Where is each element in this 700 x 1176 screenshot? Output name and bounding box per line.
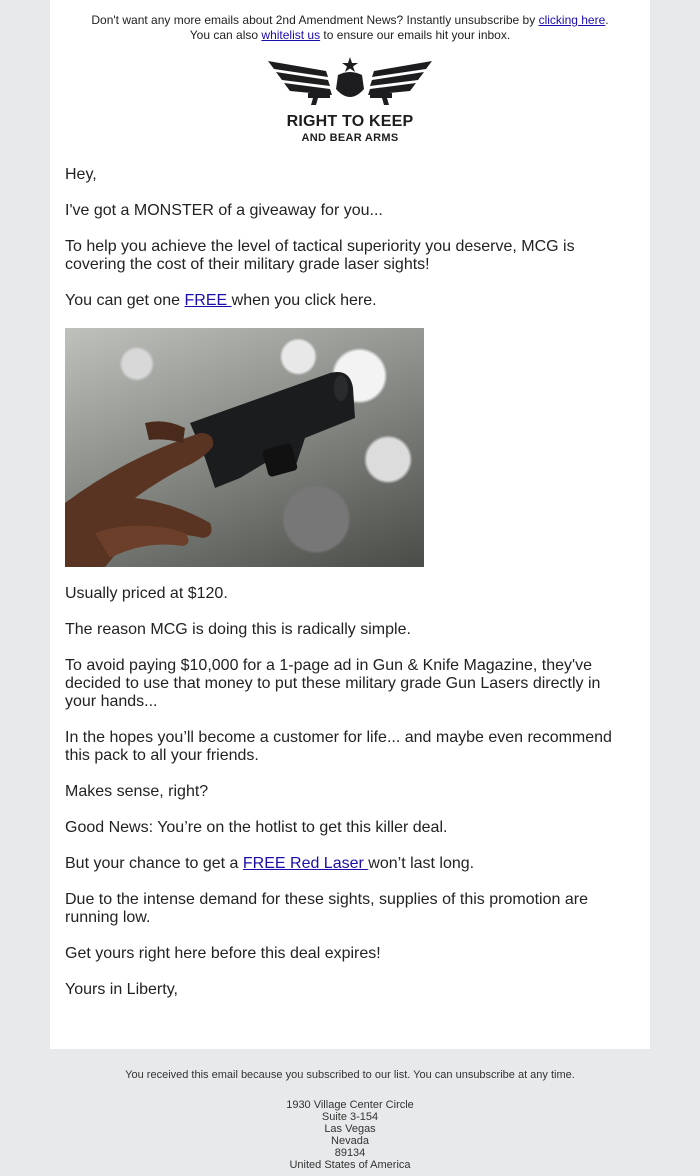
paragraph: Makes sense, right? [65, 783, 209, 800]
hero-image-gun-laser[interactable] [65, 328, 424, 567]
brand-name: RIGHT TO KEEP [286, 113, 414, 130]
brand-tagline: AND BEAR ARMS [301, 132, 399, 144]
preheader-text-2: You can also [189, 28, 262, 42]
free-red-laser-link[interactable]: FREE Red Laser [242, 855, 369, 872]
address-line: 89134 [334, 1147, 366, 1159]
paragraph-red-laser [65, 855, 635, 873]
footer-address [0, 1099, 700, 1171]
email-card [50, 0, 650, 1049]
preheader-text-1: Don't want any more emails about 2nd Amendment News? Instantly unsubscribe by [91, 13, 539, 27]
paragraph: In the hopes you’ll become a customer for life... and maybe even recommend this pack to all your friends. [65, 729, 612, 764]
paragraph: The reason MCG is doing this is radically simple. [65, 621, 411, 638]
paragraph: Get yours right here before this deal expires! [65, 945, 381, 962]
preheader-text-1b: . [605, 13, 609, 27]
brand-logo [240, 55, 460, 144]
whitelist-link[interactable]: whitelist us [261, 28, 321, 42]
signoff: Yours in Liberty, [65, 981, 178, 998]
preheader [50, 0, 650, 43]
paragraph-free-offer [65, 292, 635, 310]
paragraph-text: But your chance to get a [65, 855, 243, 872]
free-link[interactable]: FREE [184, 292, 232, 309]
paragraph-text: You can get one [65, 292, 185, 309]
paragraph: Due to the intense demand for these sights, supplies of this promotion are running low. [65, 891, 588, 926]
preheader-text-2b: to ensure our emails hit your inbox. [320, 28, 511, 42]
email-body [50, 166, 650, 999]
address-line: 1930 Village Center Circle [286, 1099, 414, 1111]
paragraph: Good News: You’re on the hotlist to get this killer deal. [65, 819, 448, 836]
unsubscribe-link[interactable]: clicking here [538, 13, 606, 27]
paragraph: To avoid paying $10,000 for a 1-page ad in Gun & Knife Magazine, they've decided to use that money to put these military grade Gun Lasers directly in your hands... [65, 657, 601, 710]
address-line: United States of America [289, 1159, 411, 1171]
pistol-photo-icon [65, 328, 424, 567]
address-line: Nevada [331, 1135, 369, 1147]
footer-note: You received this email because you subscribed to our list. You can unsubscribe at any time. [125, 1069, 575, 1081]
unsubscribe-line [50, 13, 650, 28]
address-line: Las Vegas [324, 1123, 376, 1135]
paragraph: I've got a MONSTER of a giveaway for you... [65, 202, 383, 219]
greeting: Hey, [65, 166, 97, 183]
eagle-wings-icon [268, 55, 432, 111]
paragraph: To help you achieve the level of tactical superiority you deserve, MCG is covering the cost of their military grade laser sights! [65, 238, 575, 273]
email-footer [0, 1069, 700, 1171]
paragraph-text: won’t last long. [368, 855, 475, 872]
paragraph: Usually priced at $120. [65, 585, 228, 602]
whitelist-line [50, 28, 650, 43]
address-line: Suite 3-154 [321, 1111, 379, 1123]
paragraph-text: when you click here. [231, 292, 377, 309]
